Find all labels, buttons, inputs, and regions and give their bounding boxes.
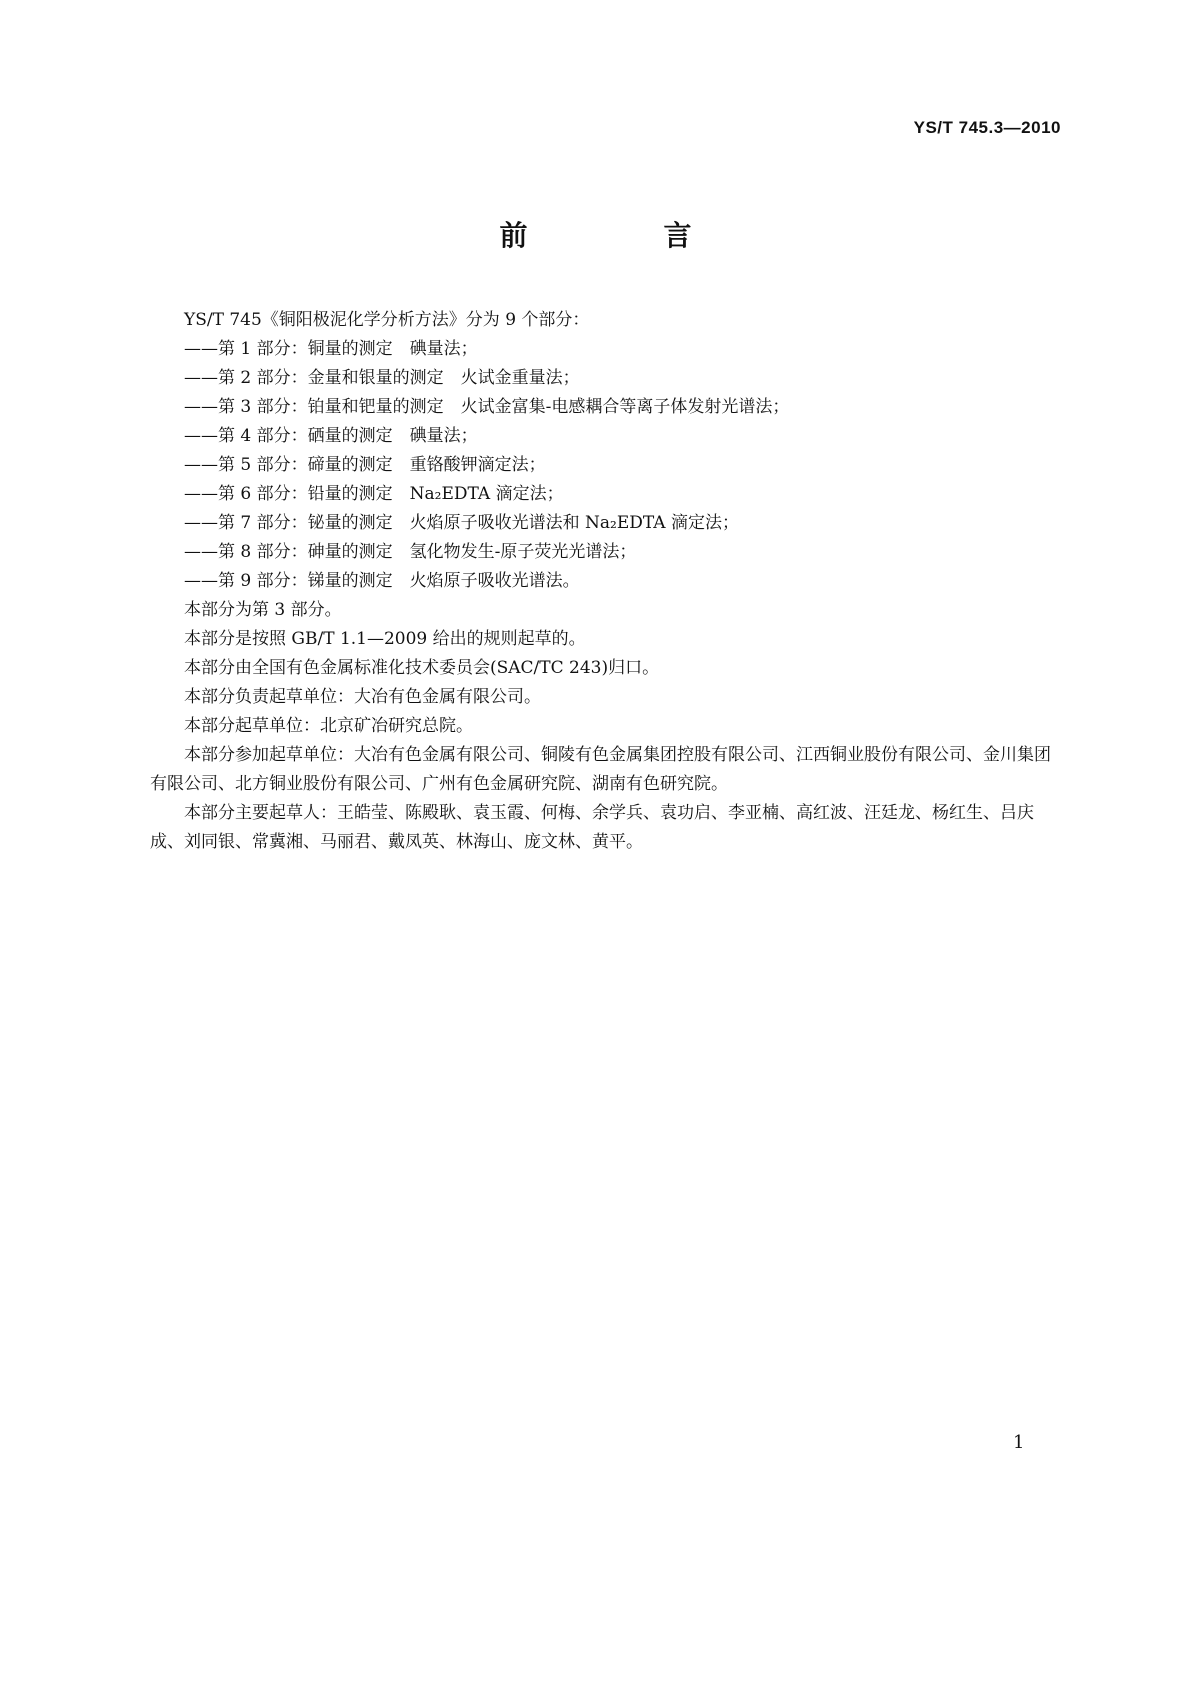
responsible-unit-paragraph: 本部分负责起草单位：大冶有色金属有限公司。: [184, 687, 541, 707]
committee-paragraph: 本部分由全国有色金属标准化技术委员会(SAC/TC 243)归口。: [184, 658, 660, 678]
part-list-item: ——第 2 部分：金量和银量的测定 火试金重量法；: [184, 368, 580, 388]
part-list-item: ——第 4 部分：硒量的测定 碘量法；: [184, 426, 478, 446]
part-list-item: ——第 9 部分：锑量的测定 火焰原子吸收光谱法。: [184, 571, 580, 591]
part-list-item: ——第 7 部分：铋量的测定 火焰原子吸收光谱法和 Na₂EDTA 滴定法；: [184, 513, 739, 533]
intro-paragraph: YS/T 745《铜阳极泥化学分析方法》分为 9 个部分：: [184, 310, 590, 330]
page-title: 前 言: [499, 219, 746, 252]
part-list-item: ——第 6 部分：铅量的测定 Na₂EDTA 滴定法；: [184, 484, 564, 504]
drafting-unit-paragraph: 本部分起草单位：北京矿冶研究总院。: [184, 716, 473, 736]
part-list-item: ——第 8 部分：砷量的测定 氢化物发生-原子荧光光谱法；: [184, 542, 637, 562]
participating-units-paragraph: 本部分参加起草单位：大冶有色金属有限公司、铜陵有色金属集团控股有限公司、江西铜业股份有限公司、金川集团有限公司、北方铜业股份有限公司、广州有色金属研究院、湖南有色研究院。: [150, 745, 1051, 794]
page-number: 1: [1013, 1432, 1025, 1453]
part-list-item: ——第 1 部分：铜量的测定 碘量法；: [184, 339, 478, 359]
drafting-rules-paragraph: 本部分是按照 GB/T 1.1—2009 给出的规则起草的。: [184, 629, 586, 649]
part-list-item: ——第 5 部分：碲量的测定 重铬酸钾滴定法；: [184, 455, 546, 475]
standard-code: YS/T 745.3—2010: [913, 118, 1061, 137]
foreword-body: [150, 306, 1062, 857]
part-number-paragraph: 本部分为第 3 部分。: [184, 600, 342, 620]
main-drafters-paragraph: 本部分主要起草人：王皓莹、陈殿耿、袁玉霞、何梅、余学兵、袁功启、李亚楠、高红波、汪廷龙、杨红生、吕庆成、刘同银、常冀湘、马丽君、戴凤英、林海山、庞文林、黄平。: [150, 803, 1034, 852]
part-list-item: ——第 3 部分：铂量和钯量的测定 火试金富集-电感耦合等离子体发射光谱法；: [184, 397, 790, 417]
